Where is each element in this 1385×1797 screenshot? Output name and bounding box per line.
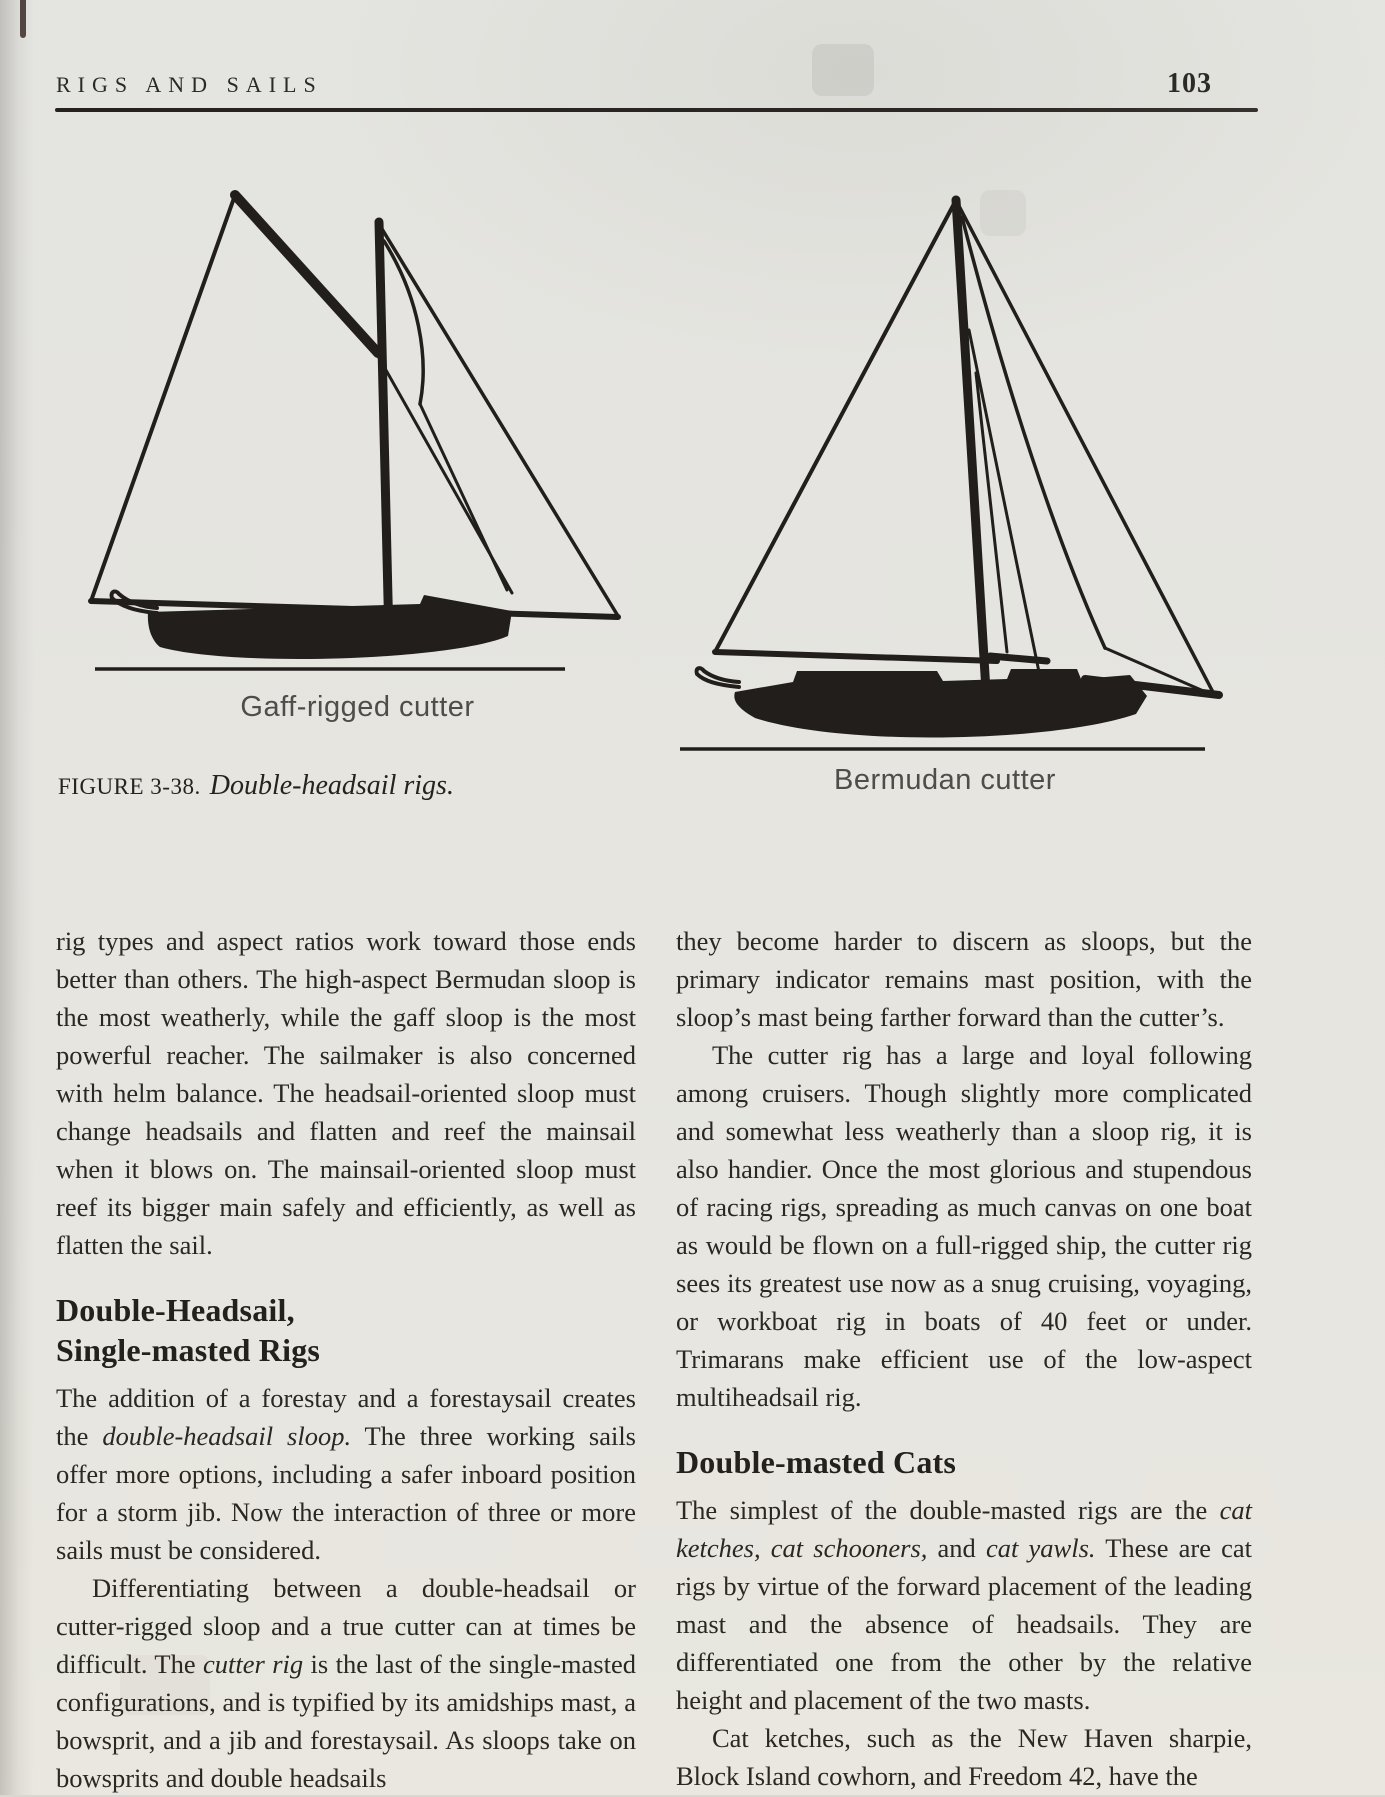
- body-paragraph: The simplest of the double-masted rigs are the cat ketches, cat schooners, and cat yawls. These are cat rigs by virtue of the forward placement of the leading mast and the absence of headsails. They are differentiated one from the other by the relative height and placement of the two masts.: [676, 1495, 1253, 1715]
- bermudan-cutter-illustration: [615, 158, 1230, 758]
- body-paragraph: The addition of a forestay and a forestaysail creates the double-headsail sloop. The three working sails offer more options, including a safer inboard position for a storm jib. Now the interaction of three or more sails must be considered.: [56, 1383, 636, 1565]
- page-gutter-shadow: [0, 0, 34, 1795]
- heading-line: Single-masted Rigs: [56, 1332, 321, 1368]
- body-paragraph: they become harder to discern as sloops, but the primary indicator remains mast position, with the sloop’s mast being farther forward than the cutter’s.: [676, 926, 1252, 1032]
- left-text-column: [56, 922, 636, 1797]
- left-boat-label: Gaff-rigged cutter: [240, 691, 475, 723]
- figure-caption-label: FIGURE 3-38.: [58, 774, 201, 799]
- gaff-cutter-illustration: [60, 152, 625, 677]
- page-number: 103: [1167, 68, 1212, 99]
- section-heading-double-masted-cats: Double-masted Cats: [676, 1444, 957, 1480]
- body-paragraph: The cutter rig has a large and loyal following among cruisers. Though slightly more complicated and somewhat less weatherly than a sloop rig, it is also handier. Once the most glorious and stupendous of racing rigs, spreading as much canvas on one boat as would be flown on a full-rigged ship, the cutter rig sees its greatest use now as a snug cruising, voyaging, or workboat rig in boats of 40 feet or under. Trimarans make efficient use of the low-aspect multiheadsail rig.: [676, 1040, 1252, 1412]
- chapter-title: RIGS AND SAILS: [56, 72, 323, 97]
- right-boat-label: Bermudan cutter: [834, 764, 1056, 796]
- body-paragraph: Differentiating between a double-headsail or cutter-rigged sloop and a true cutter can at times be difficult. The cutter rig is the last of the single-masted configurations, and is typified by its amidships mast, a bowsprit, and a jib and forestaysail. As sloops take on bowsprits and double headsails: [56, 1573, 636, 1793]
- body-paragraph: rig types and aspect ratios work toward those ends better than others. The high-aspect Bermudan sloop is the most weatherly, while the gaff sloop is the most powerful reacher. The sailmaker is also concerned with helm balance. The headsail-oriented sloop must change headsails and flatten and reef the mainsail when it blows on. The mainsail-oriented sloop must reef its bigger main safely and efficiently, as well as flatten the sail.: [56, 926, 636, 1260]
- figure-caption-title: Double-headsail rigs.: [209, 770, 454, 801]
- right-text-column: [676, 922, 1252, 1795]
- section-heading-double-headsail: [56, 1290, 636, 1370]
- scan-mark: [20, 0, 26, 38]
- heading-line: Double-Headsail,: [56, 1292, 295, 1328]
- body-paragraph: Cat ketches, such as the New Haven sharpie, Block Island cowhorn, and Freedom 42, have the: [676, 1723, 1252, 1791]
- header-rule: [55, 108, 1258, 112]
- figure-caption: [58, 770, 454, 802]
- running-header: [56, 68, 1256, 100]
